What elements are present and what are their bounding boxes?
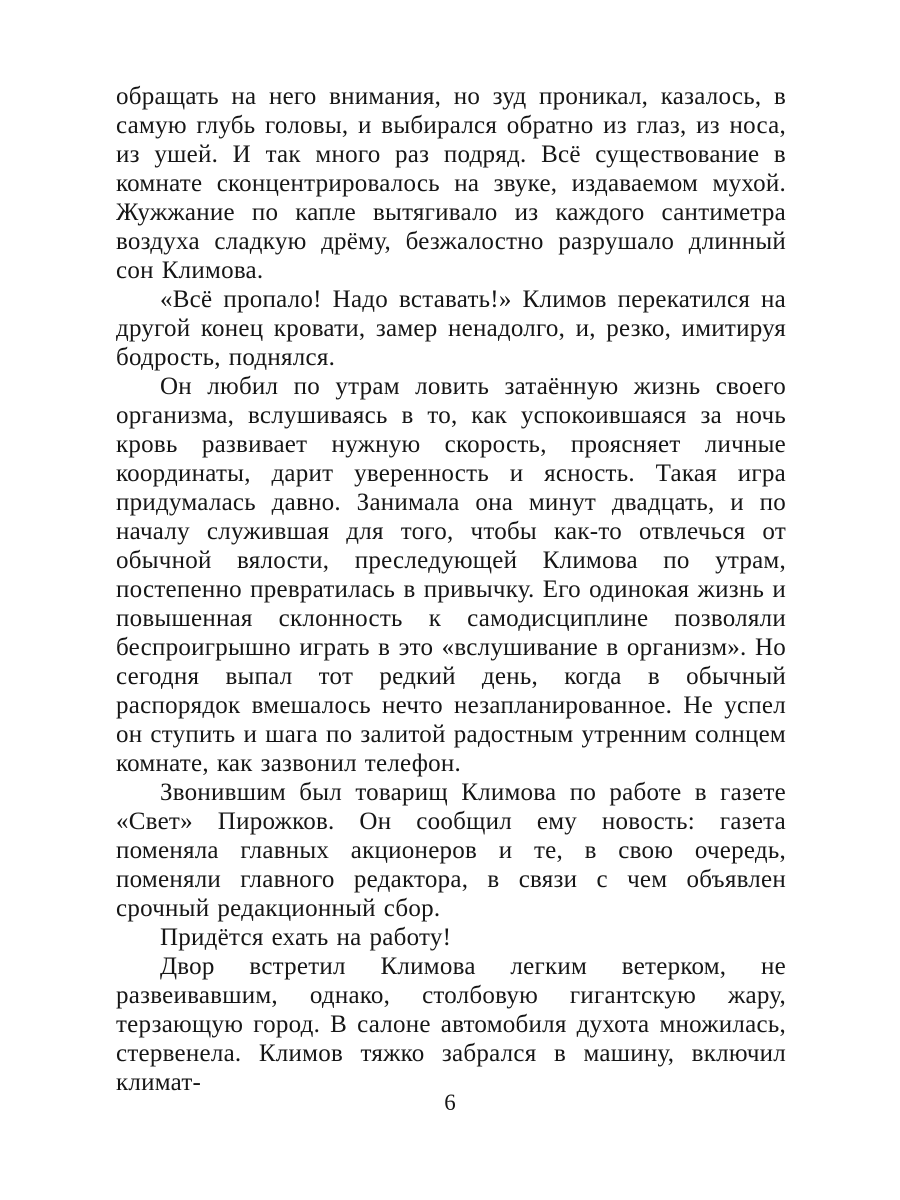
paragraph-continuation: обращать на него внимания, но зуд проникал, казалось, в самую глубь головы, и выбирался обратно из глаз, из носа, из ушей. И так много раз подряд. Всё существование в комнате сконцентрировалось на звуке, издаваемом мухой. Жужжание по капле вытягивало из каждого сантиметра воздуха сладкую дрёму, безжалостно разрушало длинный сон Климова.: [116, 83, 786, 284]
page-text-block: [116, 82, 786, 1097]
paragraph: Звонившим был товарищ Климова по работе в газете «Свет» Пирожков. Он сообщил ему новость: газета поменяла главных акционеров и те, в свою очередь, поменяли главного редактора, в связи с чем объявлен срочный редакционный сбор.: [116, 779, 786, 922]
paragraph: Двор встретил Климова легким ветерком, не развеивавшим, однако, столбовую гигантскую жару, терзающую город. В салоне автомобиля духота множилась, стервенела. Климов тяжко забрался в машину, включил климат-: [116, 953, 786, 1096]
paragraph: «Всё пропало! Надо вставать!» Климов перекатился на другой конец кровати, замер ненадолго, и, резко, имитируя бодрость, поднялся.: [116, 286, 786, 371]
page-number: 6: [444, 1090, 456, 1115]
paragraph: Придётся ехать на работу!: [160, 924, 452, 951]
paragraph: Он любил по утрам ловить затаённую жизнь своего организма, вслушиваясь в то, как успокоившаяся за ночь кровь развивает нужную скорость, проясняет личные координаты, дарит уверенность и ясность. Такая игра придумалась давно. Занимала она минут двадцать, и по началу служившая для того, чтобы как-то отвлечься от обычной вялости, преследующей Климова по утрам, постепенно превратилась в привычку. Его одинокая жизнь и повышенная склонность к самодисциплине позволяли беспроигрышно играть в это «вслушивание в организм». Но сегодня выпал тот редкий день, когда в обычный распорядок вмешалось нечто незапланированное. Не успел он ступить и шага по залитой радостным утренним солнцем комнате, как зазвонил телефон.: [116, 373, 786, 777]
